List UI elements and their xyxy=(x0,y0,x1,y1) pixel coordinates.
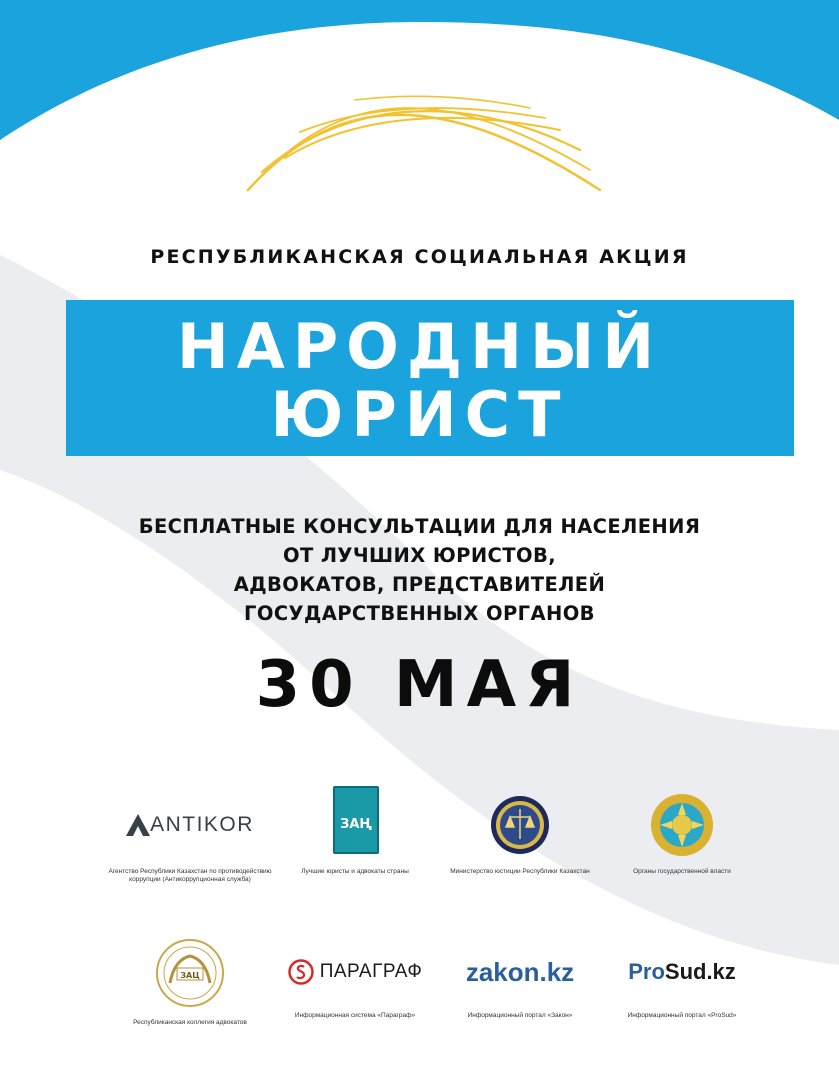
gold-arc-3 xyxy=(285,118,560,158)
prosud-wordmark-sud: Sud.kz xyxy=(664,959,736,984)
partner-caption: Информационный портал «Закон» xyxy=(467,1012,573,1019)
antikor-logo-icon xyxy=(126,814,150,836)
ministry-emblem-icon xyxy=(490,795,550,855)
description xyxy=(0,512,839,628)
bar-association-text: ЗАЦ xyxy=(180,971,200,980)
partner-caption: Агентство Республики Казахстан по противодействию коррупции (Антикоррупционная служба) xyxy=(108,868,272,883)
partner-caption: Информационный портал «ProSud» xyxy=(627,1012,737,1019)
prosud-logo-icon xyxy=(592,940,772,1004)
partner-antikor xyxy=(100,790,280,884)
title-line-1: НАРОДНЫЙ xyxy=(176,310,663,383)
book-logo-icon xyxy=(329,784,381,856)
paragraf-logo-icon xyxy=(288,959,314,985)
description-line-3: АДВОКАТОВ, ПРЕДСТАВИТЕЛЕЙ xyxy=(233,573,606,596)
partner-caption: Информационная система «Параграф» xyxy=(294,1012,416,1019)
paragraf-wordmark: ПАРАГРАФ xyxy=(319,961,423,982)
partner-zan xyxy=(265,780,445,876)
partner-caption: Республиканская коллегия адвокатов xyxy=(133,1019,247,1026)
partner-bar-association xyxy=(100,935,280,1027)
description-line-1: БЕСПЛАТНЫЕ КОНСУЛЬТАЦИИ ДЛЯ НАСЕЛЕНИЯ xyxy=(138,515,701,538)
partner-prosud xyxy=(592,940,772,1020)
description-line-4: ГОСУДАРСТВЕННЫХ ОРГАНОВ xyxy=(244,602,595,625)
partner-state xyxy=(592,790,772,876)
partner-paragraf xyxy=(265,940,445,1020)
bar-association-emblem-icon xyxy=(155,938,225,1008)
gold-arc-5 xyxy=(355,96,530,108)
prosud-wordmark-pro: Pro xyxy=(628,959,665,984)
state-emblem-icon xyxy=(650,793,714,857)
partner-caption: Органы государственной власти xyxy=(633,868,731,875)
gold-arc-1 xyxy=(248,115,600,190)
partner-caption: Министерство юстиции Республики Казахстан xyxy=(450,868,590,875)
description-line-2: ОТ ЛУЧШИХ ЮРИСТОВ, xyxy=(282,544,557,567)
zakon-logo-icon: zakon.kz xyxy=(465,956,575,987)
antikor-wordmark: ANTIKOR xyxy=(150,813,254,836)
partner-ministry xyxy=(430,790,610,876)
book-logo-text: ЗАҢ xyxy=(340,817,372,832)
partner-caption: Лучшие юристы и адвокаты страны xyxy=(301,868,409,875)
subtitle: РЕСПУБЛИКАНСКАЯ СОЦИАЛЬНАЯ АКЦИЯ xyxy=(150,246,689,268)
gold-arc-2 xyxy=(262,111,580,172)
partner-zakon xyxy=(430,940,610,1020)
event-date: 30 МАЯ xyxy=(255,648,584,722)
title-line-2: ЮРИСТ xyxy=(270,378,569,451)
